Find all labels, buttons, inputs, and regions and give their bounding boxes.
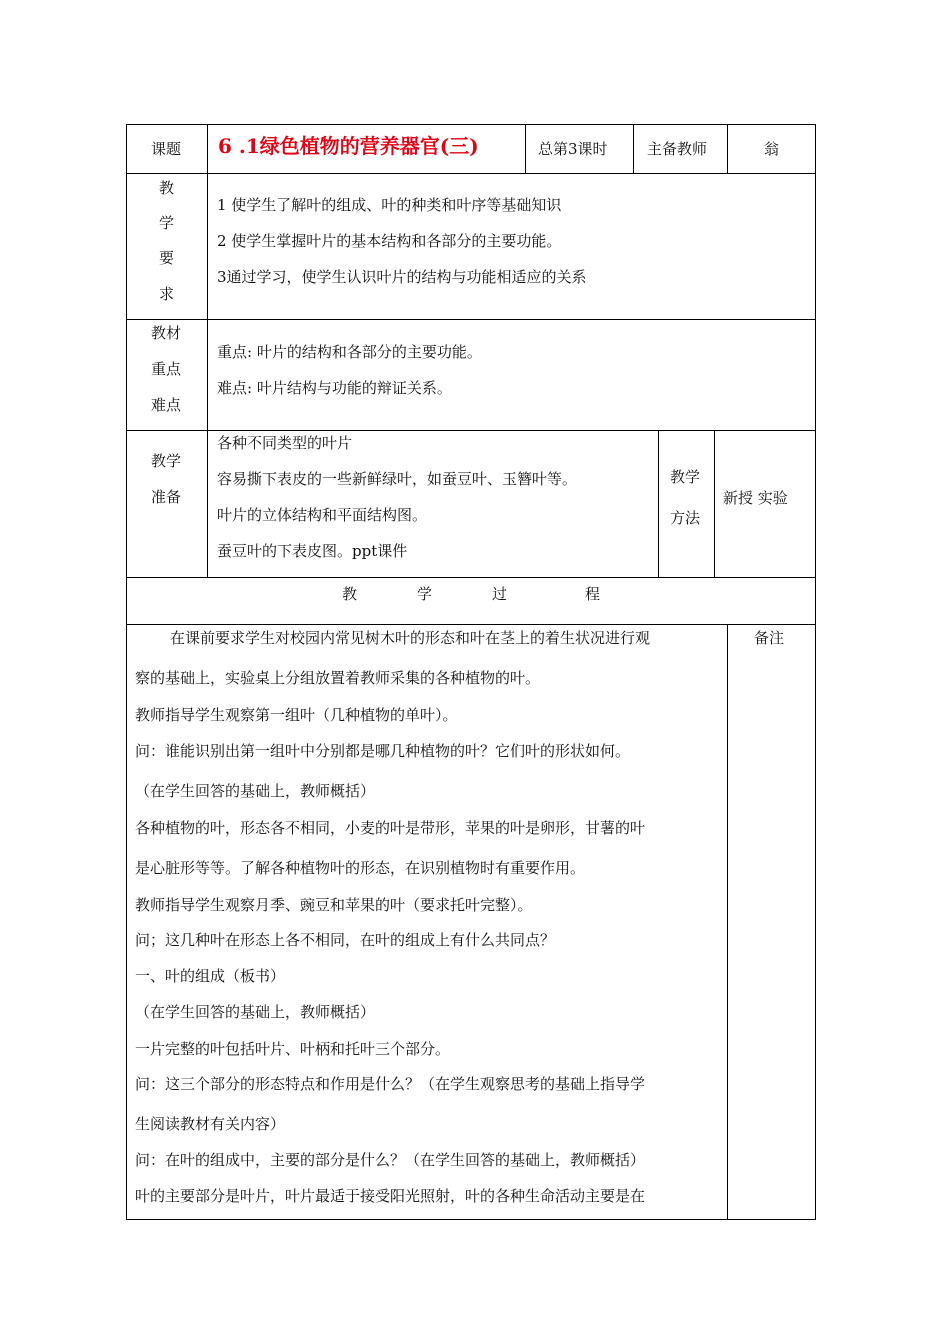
preparation-item: 容易撕下表皮的一些新鲜绿叶，如蚕豆叶、玉簪叶等。 [217,470,578,488]
lead-teacher-name: 翁 [764,140,780,158]
topic-label: 课题 [151,140,182,158]
process-line: 一片完整的叶包括叶片、叶柄和托叶三个部分。 [135,1040,451,1058]
row-divider [126,319,816,320]
notes-column-divider [727,624,728,1220]
process-line: 各种植物的叶，形态各不相同，小麦的叶是带形，苹果的叶是卵形，甘薯的叶 [135,819,646,837]
header-divider [633,124,634,173]
prep-divider [714,430,715,577]
row-divider [126,430,816,431]
method-value: 新授 实验 [723,489,788,507]
header-divider [525,124,526,173]
process-heading-char: 教 [342,585,358,603]
key-points-label: 难点 [151,396,182,414]
requirements-label: 教 [159,179,175,197]
process-line: （在学生回答的基础上，教师概括） [135,782,376,800]
process-line: 教师指导学生观察月季、豌豆和苹果的叶（要求托叶完整）。 [135,896,533,914]
preparation-item: 各种不同类型的叶片 [217,434,353,452]
process-line: 问：这三个部分的形态特点和作用是什么？（在学生观察思考的基础上指导学 [135,1075,646,1093]
method-label: 教学 [670,468,701,486]
lead-teacher-label: 主备教师 [647,140,708,158]
process-line: （在学生回答的基础上，教师概括） [135,1003,376,1021]
process-heading-char: 程 [585,585,601,603]
requirements-label: 学 [159,214,175,232]
header-divider [727,124,728,173]
preparation-item: 叶片的立体结构和平面结构图。 [217,506,428,524]
lesson-count: 总第3课时 [538,140,608,158]
process-line: 教师指导学生观察第一组叶（几种植物的单叶）。 [135,706,458,724]
preparation-label: 教学 [151,452,182,470]
preparation-item: 蚕豆叶的下表皮图。ppt课件 [217,542,408,560]
key-points-label: 教材 [151,324,182,342]
method-label: 方法 [670,509,701,527]
table-border-top [126,124,816,125]
process-line: 叶的主要部分是叶片，叶片最适于接受阳光照射，叶的各种生命活动主要是在 [135,1187,646,1205]
process-line: 是心脏形等等。了解各种植物叶的形态，在识别植物时有重要作用。 [135,859,586,877]
preparation-label: 准备 [151,488,182,506]
prep-divider [658,430,659,577]
process-line: 在课前要求学生对校园内常见树木叶的形态和叶在茎上的着生状况进行观 [170,629,651,647]
process-line: 问：谁能识别出第一组叶中分别都是哪几种植物的叶？它们叶的形状如何。 [135,742,631,760]
notes-label: 备注 [754,629,785,647]
key-point-item: 重点: 叶片的结构和各部分的主要功能。 [217,343,482,361]
requirements-label: 求 [159,285,175,303]
key-point-item: 难点: 叶片结构与功能的辩证关系。 [217,379,452,397]
process-line: 察的基础上，实验桌上分组放置着教师采集的各种植物的叶。 [135,669,541,687]
row-divider [126,624,816,625]
process-line: 问：在叶的组成中，主要的部分是什么？（在学生回答的基础上，教师概括） [135,1151,646,1169]
process-line: 问；这几种叶在形态上各不相同，在叶的组成上有什么共同点？ [135,931,556,949]
table-border-bottom [126,1219,816,1220]
requirement-item: 3通过学习，使学生认识叶片的结构与功能相适应的关系 [217,268,587,286]
key-points-label: 重点 [151,360,182,378]
process-heading-char: 过 [492,585,508,603]
row-divider [126,577,816,578]
row-divider [126,173,816,174]
process-line: 生阅读教材有关内容） [135,1115,286,1133]
page-title: 6 .1绿色植物的营养器官(三) [218,134,479,158]
requirements-label: 要 [159,249,175,267]
requirement-item: 2 使学生掌握叶片的基本结构和各部分的主要功能。 [217,232,562,250]
process-heading-char: 学 [417,585,433,603]
table-border-left [126,124,127,1220]
requirement-item: 1 使学生了解叶的组成、叶的种类和叶序等基础知识 [217,196,562,214]
table-border-right [815,124,816,1220]
process-line: 一、叶的组成（板书） [135,967,286,985]
label-column-divider [207,124,208,577]
